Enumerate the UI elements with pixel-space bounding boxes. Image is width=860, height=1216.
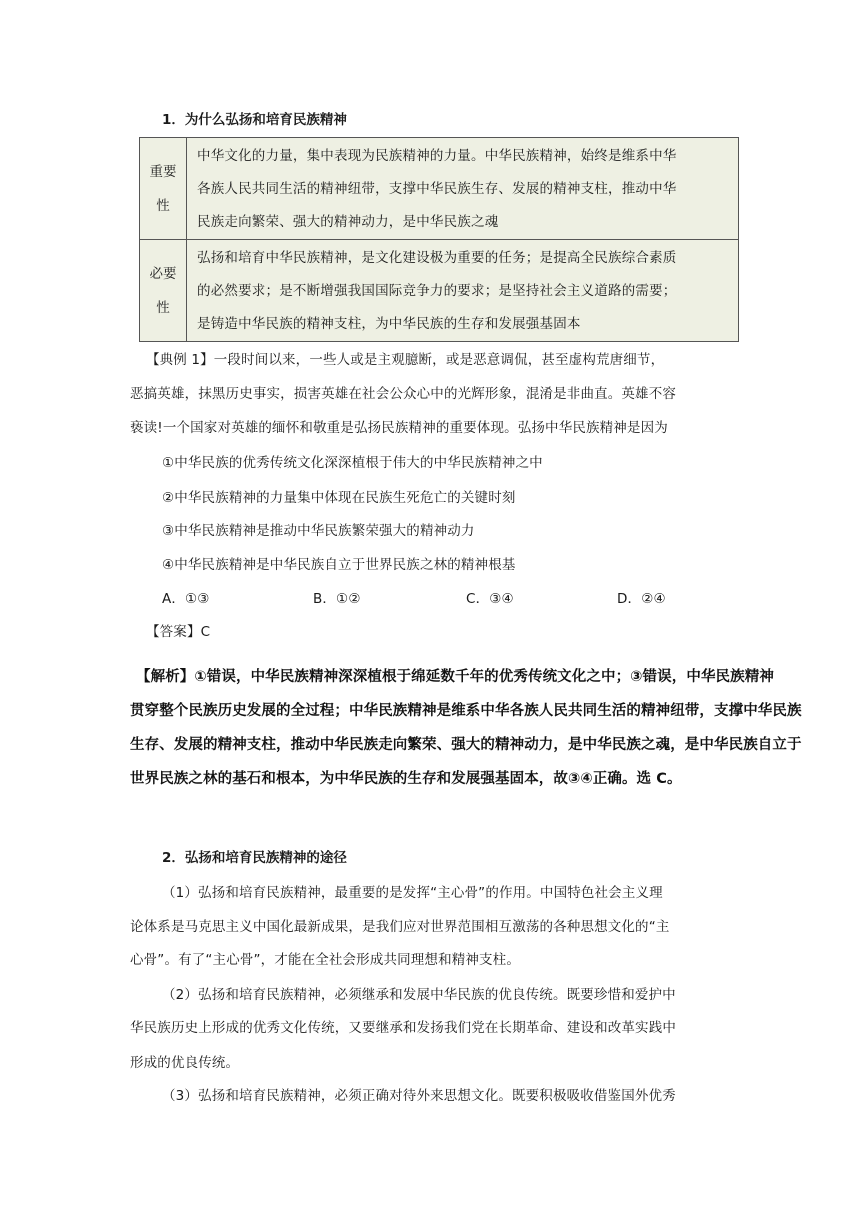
table-row — [140, 138, 739, 240]
option-d: D．②④ — [617, 591, 666, 607]
paragraph-line: （1）弘扬和培育民族精神，最重要的是发挥“主心骨”的作用。中国特色社会主义理 — [162, 885, 663, 901]
paragraph-line: （3）弘扬和培育民族精神，必须正确对待外来思想文化。既要积极吸收借鉴国外优秀 — [162, 1088, 676, 1104]
answer: 【答案】C — [146, 624, 211, 640]
section1-heading: 1．为什么弘扬和培育民族精神 — [162, 112, 347, 128]
paragraph-line: （2）弘扬和培育民族精神，必须继承和发展中华民族的优良传统。既要珍惜和爱护中 — [162, 987, 676, 1003]
option-b: B．①② — [313, 591, 361, 607]
analysis-block — [130, 660, 802, 796]
example-stem-line: 恶搞英雄，抹黑历史事实，损害英雄在社会公众心中的光辉形象，混淆是非曲直。英雄不容 — [130, 386, 676, 402]
row-text-necessity: 弘扬和培育中华民族精神，是文化建设极为重要的任务；是提高全民族综合素质 的必然要求；是不断增强我国国际竞争力的要求；是坚持社会主义道路的需要； 是铸造中华民族的精神支柱，为中华民族的生存和发展强基固本 — [187, 240, 739, 342]
statement-2: ②中华民族精神的力量集中体现在民族生死危亡的关键时刻 — [162, 490, 516, 506]
row-label-necessity: 必要 性 — [140, 240, 187, 342]
paragraph-line: 形成的优良传统。 — [130, 1055, 240, 1071]
statement-1: ①中华民族的优秀传统文化深深植根于伟大的中华民族精神之中 — [162, 455, 543, 471]
section2-heading: 2．弘扬和培育民族精神的途径 — [162, 850, 347, 866]
table-row — [140, 240, 739, 342]
paragraph-line: 华民族历史上形成的优秀文化传统，又要继承和发扬我们党在长期革命、建设和改革实践中 — [130, 1020, 676, 1036]
example-stem-line: 【典例 1】一段时间以来，一些人或是主观臆断，或是恶意调侃，甚至虚构荒唐细节， — [146, 352, 665, 368]
analysis-line: 生存、发展的精神支柱，推动中华民族走向繁荣、强大的精神动力，是中华民族之魂，是中华民族自立于 — [130, 737, 802, 753]
analysis-line: 世界民族之林的基石和根本，为中华民族的生存和发展强基固本，故③④正确。选 C。 — [130, 771, 682, 787]
statement-4: ④中华民族精神是中华民族自立于世界民族之林的精神根基 — [162, 557, 516, 573]
paragraph-line: 论体系是马克思主义中国化最新成果，是我们应对世界范围相互激荡的各种思想文化的“主 — [130, 919, 670, 935]
option-a: A．①③ — [162, 591, 210, 607]
paragraph-line: 心骨”。有了“主心骨”，才能在全社会形成共同理想和精神支柱。 — [130, 952, 520, 968]
analysis-line: 【解析】①错误，中华民族精神深深植根于绵延数千年的优秀传统文化之中；③错误，中华民族精神 — [136, 669, 774, 685]
row-label-importance: 重要 性 — [140, 138, 187, 240]
analysis-line: 贯穿整个民族历史发展的全过程；中华民族精神是维系中华各族人民共同生活的精神纽带，支撑中华民族 — [130, 703, 802, 719]
statement-3: ③中华民族精神是推动中华民族繁荣强大的精神动力 — [162, 523, 475, 539]
row-text-importance: 中华文化的力量，集中表现为民族精神的力量。中华民族精神，始终是维系中华 各族人民共同生活的精神纽带，支撑中华民族生存、发展的精神支柱，推动中华 民族走向繁荣、强大的精神动力，是中华民族之魂 — [187, 138, 739, 240]
example-stem-line: 亵读!一个国家对英雄的缅怀和敬重是弘扬民族精神的重要体现。弘扬中华民族精神是因为 — [130, 420, 668, 436]
reasons-table — [139, 137, 739, 342]
option-c: C．③④ — [466, 591, 514, 607]
